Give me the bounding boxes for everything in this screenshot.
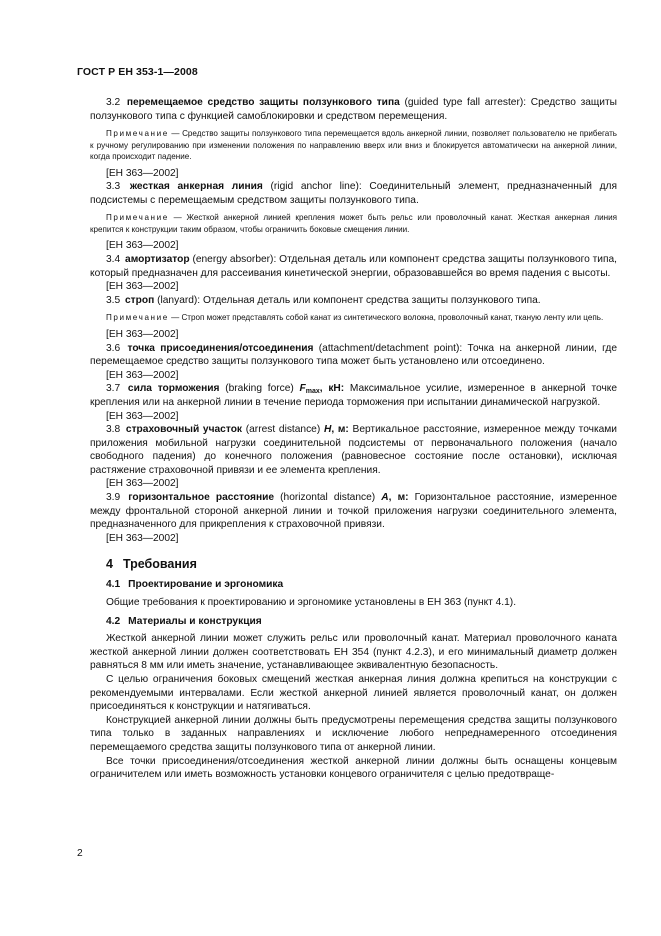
definition-3-2	[90, 96, 617, 123]
note-label: Примечание	[106, 213, 169, 223]
paragraph-4-2-3: Конструкцией анкерной линии должны быть предусмотрены перемещения средства защиты ползункового типа только в заданных направлениях и исключение любого непреднамеренного отсоединения перемещаемого средства защиты ползункового типа от анкерной линии.	[90, 714, 617, 753]
unit: , кН:	[319, 383, 350, 395]
note-3-5	[90, 312, 617, 324]
clause-number: 3.3	[106, 181, 121, 193]
note-text: — Средство защиты ползункового типа перемещается вдоль анкерной линии, позволяет пользователю не прибегать к ручному регулированию при изменении положения по направлению вверх или вниз и блокируется автоматически на анкерной линии, когда происходит падение.	[90, 129, 617, 162]
reference-3-9: [EH 363—2002]	[106, 532, 179, 544]
paragraph-4-2-4: Все точки присоединения/отсоединения жесткой анкерной линии должны быть оснащены концевым ограничителем или иметь возможность установки концевого ограничителя с целью предотвраще-	[90, 755, 617, 781]
reference-3-2: [EH 363—2002]	[106, 167, 179, 179]
subsection-number: 4.2	[106, 615, 121, 627]
note-text: — Строп может представлять собой канат из синтетического волокна, проволочный канат, тканую ленту или цепь.	[168, 313, 604, 323]
section-4-heading	[106, 557, 617, 571]
reference-3-3: [EH 363—2002]	[106, 240, 179, 252]
term: жесткая анкерная линия	[129, 181, 263, 193]
unit: , м:	[388, 492, 415, 504]
reference-3-5: [EH 363—2002]	[106, 328, 179, 340]
term-english: (lanyard):	[154, 294, 203, 306]
definition-3-4	[90, 253, 617, 280]
definition-text: Точка на анкерной линии, где перемещаемое средство защиты ползункового типа может быть установлено или отсоединено.	[90, 342, 617, 368]
reference-3-4: [EH 363—2002]	[106, 281, 179, 293]
page-content	[90, 96, 617, 782]
clause-number: 3.7	[106, 383, 121, 395]
subsection-title: Проектирование и эргономика	[128, 579, 284, 591]
page-number: 2	[77, 848, 83, 859]
term-english: (arrest distance)	[242, 424, 324, 436]
term: строп	[125, 294, 155, 306]
term: перемещаемое средство защиты ползункового типа	[126, 97, 400, 108]
definition-3-7	[90, 382, 617, 409]
note-3-3	[90, 212, 617, 235]
definition-text: Отдельная деталь или компонент средства защиты ползункового типа.	[202, 294, 541, 306]
subsection-number: 4.1	[106, 579, 121, 591]
clause-number: 3.2	[106, 97, 121, 108]
definition-text: Горизонтальное расстояние, измеренное между фронтальной стороной анкерной линии и точкой приложения нагрузки соединительного элемента, предназначенного для прикрепления к страховочной привязи.	[90, 492, 617, 531]
note-label: Примечание	[106, 129, 169, 139]
symbol-subscript: max	[305, 388, 320, 396]
unit: , м:	[331, 424, 353, 436]
section-title: Требования	[122, 557, 197, 572]
note-text: — Жесткой анкерной линией крепления может быть рельс или проволочный канат. Жесткая анкерная линия крепится к конструкции таким образом, чтобы ограничить боковые смещения линии.	[90, 213, 617, 234]
note-label: Примечание	[106, 313, 169, 323]
clause-number: 3.6	[106, 342, 121, 354]
subsection-4-2-heading	[106, 615, 617, 629]
definition-3-3	[90, 180, 617, 207]
term-english: (energy absorber):	[189, 254, 280, 266]
clause-number: 3.9	[106, 492, 121, 504]
definition-3-8	[90, 423, 617, 477]
reference-3-8: [EH 363—2002]	[106, 478, 179, 490]
term-english: (guided type fall arrester):	[399, 97, 531, 108]
reference-3-6: [EH 363—2002]	[106, 369, 179, 381]
note-3-2	[90, 128, 617, 163]
term-english: (horizontal distance)	[274, 492, 382, 504]
document-header: ГОСТ Р ЕН 353-1—2008	[77, 66, 198, 78]
section-number: 4	[106, 557, 113, 572]
symbol: A	[381, 492, 389, 504]
definition-text: Отдельная деталь или компонент средства защиты ползункового типа, который предназначен для рассеивания кинетической энергии, образовавшейся во время падения с высоты.	[90, 254, 617, 279]
paragraph-4-1: Общие требования к проектированию и эргономике установлены в EH 363 (пункт 4.1).	[106, 597, 517, 609]
term: точка присоединения/отсоединения	[127, 342, 314, 354]
definition-3-9	[90, 491, 617, 532]
term: страховочный участок	[125, 424, 243, 436]
definition-text: Соединительный элемент, предназначенный для подсистемы с перемещаемым средством защиты ползункового типа.	[90, 181, 617, 206]
term-english: (braking force)	[219, 383, 300, 395]
term-english: (rigid anchor line):	[262, 181, 370, 193]
reference-3-7: [EH 363—2002]	[106, 410, 179, 422]
term: горизонтальное расстояние	[128, 492, 275, 504]
paragraph-4-2-2: С целью ограничения боковых смещений жесткая анкерная линия должна крепиться на конструкции с рекомендуемыми интервалами. Если жесткой анкерной линией является проволочный канат, он должен присоединяться к конструкции и натягиваться.	[90, 674, 617, 713]
paragraph-4-2-1: Жесткой анкерной линии может служить рельс или проволочный канат. Материал проволочного каната жесткой анкерной линии должен соответствовать EH 354 (пункт 4.2.3), и его минимальный диаметр должен равняться 8 мм или иметь значение, устанавливающее эквивалентную безопасность.	[90, 633, 617, 672]
term-english: (attachment/detachment point):	[313, 342, 468, 354]
symbol: H	[323, 424, 332, 436]
definition-text: Максимальное усилие, измеренное в анкерной точке крепления или на анкерной линии в течение периода торможения при испытании динамической нагрузкой.	[90, 383, 618, 408]
term: амортизатор	[125, 254, 190, 266]
definition-3-5	[90, 294, 617, 308]
definition-3-6	[90, 342, 617, 369]
subsection-4-1-heading	[106, 578, 617, 592]
subsection-title: Материалы и конструкция	[128, 615, 262, 627]
symbol: F	[299, 383, 306, 395]
definition-text: Вертикальное расстояние, измеренное между точками приложения мобильной нагрузки соединительной подсистемы от первоначального положения (начало свободного падения) до конечного положения (равновесное состояние после остановки), исключая растяжение страховочной привязи и ее элемента крепления.	[90, 424, 617, 476]
term: сила торможения	[127, 383, 220, 395]
clause-number: 3.5	[106, 294, 121, 306]
clause-number: 3.4	[106, 254, 121, 266]
definition-text: Средство защиты ползункового типа с функцией самоблокировки и средством перемещения.	[90, 97, 617, 122]
clause-number: 3.8	[106, 424, 121, 436]
